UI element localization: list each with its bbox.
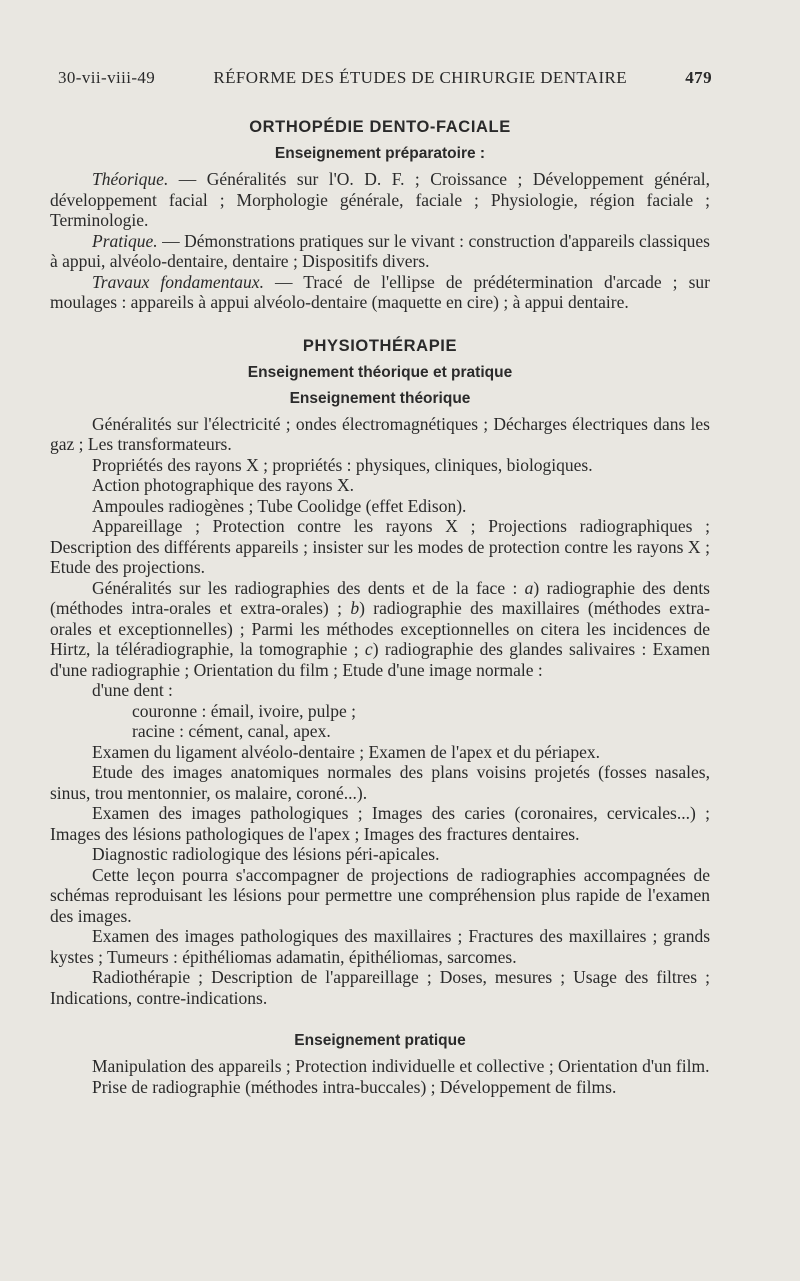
header-date: 30-vii-viii-49 — [58, 68, 156, 87]
list-letter: a — [524, 577, 534, 598]
list-letter: c — [364, 639, 373, 659]
text-pratique: — Démonstrations pratiques sur le vivant : construction d'appareils classiques à appui, alvéolo-dentaire, dentaire ; Dispositifs divers. — [50, 230, 710, 271]
paragraph: Appareillage ; Protection contre les rayons X ; Projections radiographiques ; Description des différents appareils ; insister sur les modes de protection contre les rayons X ; Etude des projections. — [50, 516, 710, 577]
header-title: RÉFORME DES ÉTUDES DE CHIRURGIE DENTAIRE — [213, 68, 628, 87]
dent-racine: racine : cément, canal, apex. — [132, 721, 331, 741]
paragraph: Propriétés des rayons X ; propriétés : physiques, cliniques, biologiques. — [92, 454, 593, 475]
page-body — [50, 116, 710, 1097]
text-segment: ) radiographie des dents (méthodes intra-orales et extra-orales) ; — [50, 577, 710, 618]
dent-couronne: couronne : émail, ivoire, pulpe ; — [132, 700, 357, 721]
label-travaux: Travaux fondamentaux. — [92, 271, 264, 292]
paragraph: Manipulation des appareils ; Protection individuelle et collective ; Orientation d'un film. — [92, 1056, 710, 1076]
label-pratique: Pratique. — [92, 230, 158, 251]
text-segment: ) radiographie des maxillaires (méthodes extra-orales et exceptionnelles) ; Parmi les méthodes exceptionnelles on citera les incidences de Hirtz, la téléradiographie, la tomographie ; — [50, 598, 710, 659]
subsection-title-preparatoire: Enseignement préparatoire : — [274, 145, 486, 162]
paragraph: Prise de radiographie (méthodes intra-buccales) ; Développement de films. — [92, 1076, 617, 1097]
page-number: 479 — [685, 68, 712, 87]
subsection-title-pratique: Enseignement pratique — [294, 1032, 466, 1049]
paragraph: Etude des images anatomiques normales des plans voisins projetés (fosses nasales, sinus, trou mentonnier, os malaire, coroné...). — [50, 762, 710, 803]
subsection-title-theorique: Enseignement théorique — [289, 389, 471, 407]
subsection-title-theorique-pratique: Enseignement théorique et pratique — [247, 363, 513, 381]
paragraph-pratique — [50, 231, 710, 272]
paragraph-travaux — [50, 272, 710, 313]
paragraph: Cette leçon pourra s'accompagner de projections de radiographies accompagnées de schémas reproduisant les lésions pour permettre une compréhension plus rapide de l'examen des images. — [50, 864, 710, 926]
paragraph: Radiothérapie ; Description de l'appareillage ; Doses, mesures ; Usage des filtres ; Indications, contre-indications. — [50, 967, 710, 1008]
dent-label: d'une dent : — [92, 680, 173, 700]
section-title-physiotherapie: PHYSIOTHÉRAPIE — [302, 336, 458, 355]
text-theorique: — Généralités sur l'O. D. F. ; Croissance ; Développement général, développement facial ; Morphologie générale, faciale ; Physiologie, région faciale ; Terminologie. — [50, 169, 710, 230]
section-title-orthopedie: ORTHOPÉDIE DENTO-FACIALE — [249, 118, 511, 136]
paragraph: Examen des images pathologiques ; Images des caries (coronaires, cervicales...) ; Images des lésions pathologiques de l'apex ; Images des fractures dentaires. — [50, 803, 710, 844]
label-theorique: Théorique. — [92, 169, 169, 189]
text-travaux: — Tracé de l'ellipse de prédétermination d'arcade ; sur moulages : appareils à appui alvéolo-dentaire (maquette en cire) ; à appui dentaire. — [50, 271, 710, 312]
text-segment: Généralités sur les radiographies des dents et de la face : — [92, 577, 525, 598]
paragraph: Action photographique des rayons X. — [92, 475, 354, 495]
running-header — [58, 68, 712, 88]
list-letter: b — [350, 598, 360, 618]
paragraph-theorique — [50, 169, 710, 231]
paragraph: Examen des images pathologiques des maxillaires ; Fractures des maxillaires ; grands kystes ; Tumeurs : épithéliomas adamatin, épithéliomas, sarcomes. — [50, 926, 710, 967]
paragraph: Diagnostic radiologique des lésions péri-apicales. — [92, 844, 440, 864]
paragraph-radiographies — [50, 578, 710, 681]
paragraph: Examen du ligament alvéolo-dentaire ; Examen de l'apex et du périapex. — [92, 741, 601, 762]
text-segment: ) radiographie des glandes salivaires : Examen d'une radiographie ; Orientation du film ; Etude d'une image normale : — [50, 639, 710, 680]
paragraph: Généralités sur l'électricité ; ondes électromagnétiques ; Décharges électriques dans les gaz ; Les transformateurs. — [50, 413, 710, 454]
paragraph: Ampoules radiogènes ; Tube Coolidge (effet Edison). — [92, 495, 467, 516]
